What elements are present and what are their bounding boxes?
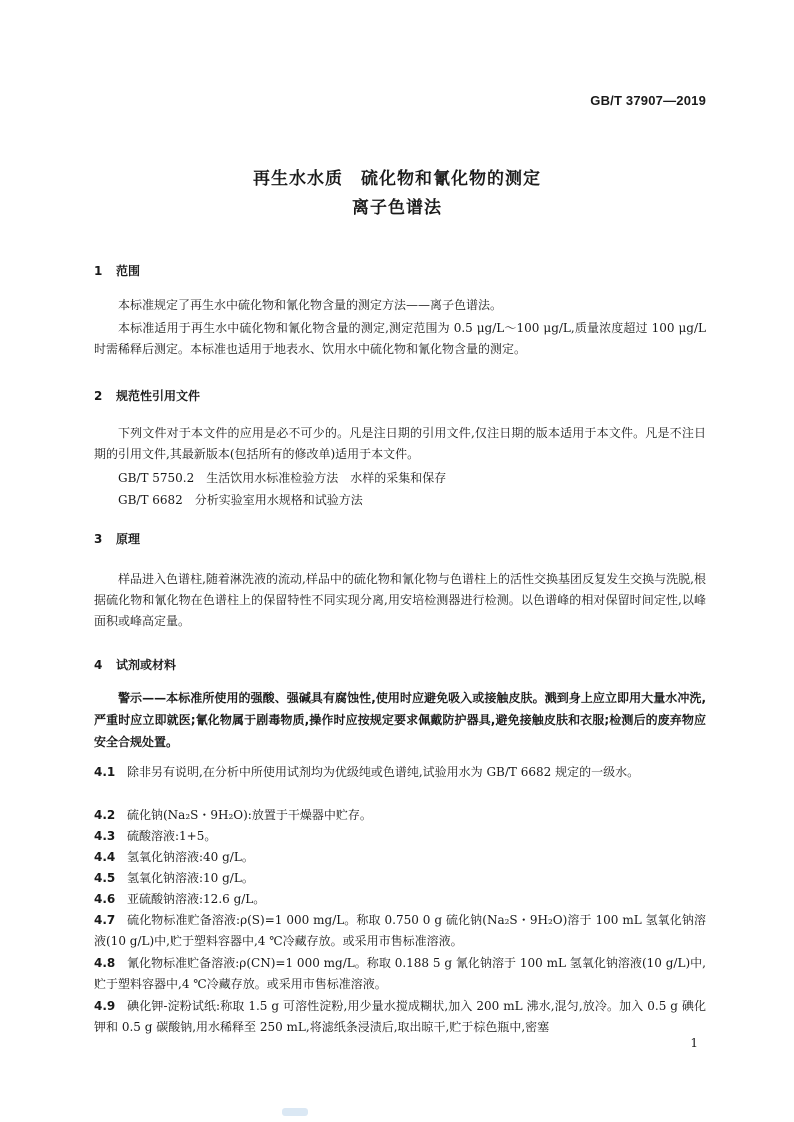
normative-reference: GB/T 6682 分析实验室用水规格和试验方法 (118, 493, 363, 507)
section-4-heading (94, 656, 176, 673)
normative-reference: GB/T 5750.2 生活饮用水标准检验方法 水样的采集和保存 (118, 471, 447, 485)
document-subtitle: 离子色谱法 (352, 198, 442, 218)
section-2-heading (94, 387, 200, 404)
reagent-item (94, 847, 706, 868)
scan-mark (282, 1108, 308, 1116)
section-3-paragraph-1: 样品进入色谱柱,随着淋洗液的流动,样品中的硫化物和氰化物与色谱柱上的活性交换基团反复发生交换与洗脱,根据硫化物和氰化物在色谱柱上的保留特性不同实现分离,用安培检测器进行检测。以色谱峰的相对保留时间定性,以峰面积或峰高定量。 (94, 572, 706, 628)
section-1-heading (94, 262, 140, 279)
safety-warning: 警示——本标准所使用的强酸、强碱具有腐蚀性,使用时应避免吸入或接触皮肤。溅到身上应立即用大量水冲洗,严重时应立即就医;氰化物属于剧毒物质,操作时应按规定要求佩戴防护器具,避免接触皮肤和衣服;检测后的废弃物应安全合规处置。 (94, 691, 706, 749)
item-number: 4.5 (94, 871, 116, 885)
item-number: 4.4 (94, 850, 116, 864)
item-text: 氢氧化钠溶液:10 g/L。 (127, 871, 254, 885)
reagent-item (94, 910, 706, 952)
reagent-item (94, 889, 706, 910)
item-number: 4.7 (94, 913, 116, 927)
item-text: 氰化物标准贮备溶液:ρ(CN)=1 000 mg/L。称取 0.188 5 g 氰化钠溶于 100 mL 氢氧化钠溶液(10 g/L)中,贮于塑料容器中,4 ℃冷藏存放。或采用市售标准溶液。 (94, 956, 706, 991)
item-text: 硫化物标准贮备溶液:ρ(S)=1 000 mg/L。称取 0.750 0 g 硫化钠(Na₂S・9H₂O)溶于 100 mL 氢氧化钠溶液(10 g/L)中,贮于塑料容器中,4 ℃冷藏存放。或采用市售标准溶液。 (94, 913, 706, 948)
section-number: 3 (94, 532, 103, 546)
section-3-heading (94, 530, 140, 547)
item-text: 硫化钠(Na₂S・9H₂O):放置于干燥器中贮存。 (127, 808, 372, 822)
section-number: 2 (94, 389, 103, 403)
section-title: 原理 (116, 532, 141, 546)
page-number: 1 (690, 1036, 698, 1050)
item-text: 亚硫酸钠溶液:12.6 g/L。 (127, 892, 266, 906)
item-text: 除非另有说明,在分析中所使用试剂均为优级纯或色谱纯,试验用水为 GB/T 6682 规定的一级水。 (127, 765, 640, 779)
reagent-item (94, 996, 706, 1038)
reagent-item (94, 868, 706, 889)
reagent-item (94, 826, 706, 847)
item-number: 4.6 (94, 892, 116, 906)
standard-code: GB/T 37907—2019 (590, 93, 706, 108)
document-title: 再生水水质 硫化物和氰化物的测定 (253, 169, 541, 189)
section-2-paragraph-1: 下列文件对于本文件的应用是必不可少的。凡是注日期的引用文件,仅注日期的版本适用于本文件。凡是不注日期的引用文件,其最新版本(包括所有的修改单)适用于本文件。 (94, 426, 706, 461)
section-number: 1 (94, 264, 103, 278)
section-title: 范围 (116, 264, 141, 278)
section-title: 试剂或材料 (116, 658, 177, 672)
reagent-item (94, 953, 706, 995)
item-number: 4.1 (94, 765, 116, 779)
item-text: 氢氧化钠溶液:40 g/L。 (127, 850, 254, 864)
section-number: 4 (94, 658, 103, 672)
item-number: 4.9 (94, 999, 116, 1013)
reagent-item (94, 805, 706, 826)
section-1-paragraph-2: 本标准适用于再生水中硫化物和氰化物含量的测定,测定范围为 0.5 μg/L～100 μg/L,质量浓度超过 100 μg/L 时需稀释后测定。本标准也适用于地表水、饮用水中硫化物和氰化物含量的测定。 (94, 321, 706, 356)
item-text: 硫酸溶液:1+5。 (127, 829, 217, 843)
item-number: 4.3 (94, 829, 116, 843)
item-text: 碘化钾-淀粉试纸:称取 1.5 g 可溶性淀粉,用少量水搅成糊状,加入 200 mL 沸水,混匀,放冷。加入 0.5 g 碘化钾和 0.5 g 碳酸钠,用水稀释至 250 mL,将滤纸条浸渍后,取出晾干,贮于棕色瓶中,密塞 (94, 999, 706, 1034)
section-1-paragraph-1: 本标准规定了再生水中硫化物和氰化物含量的测定方法——离子色谱法。 (118, 298, 503, 312)
reagent-item (94, 762, 706, 783)
section-title: 规范性引用文件 (116, 389, 201, 403)
item-number: 4.8 (94, 956, 116, 970)
item-number: 4.2 (94, 808, 116, 822)
